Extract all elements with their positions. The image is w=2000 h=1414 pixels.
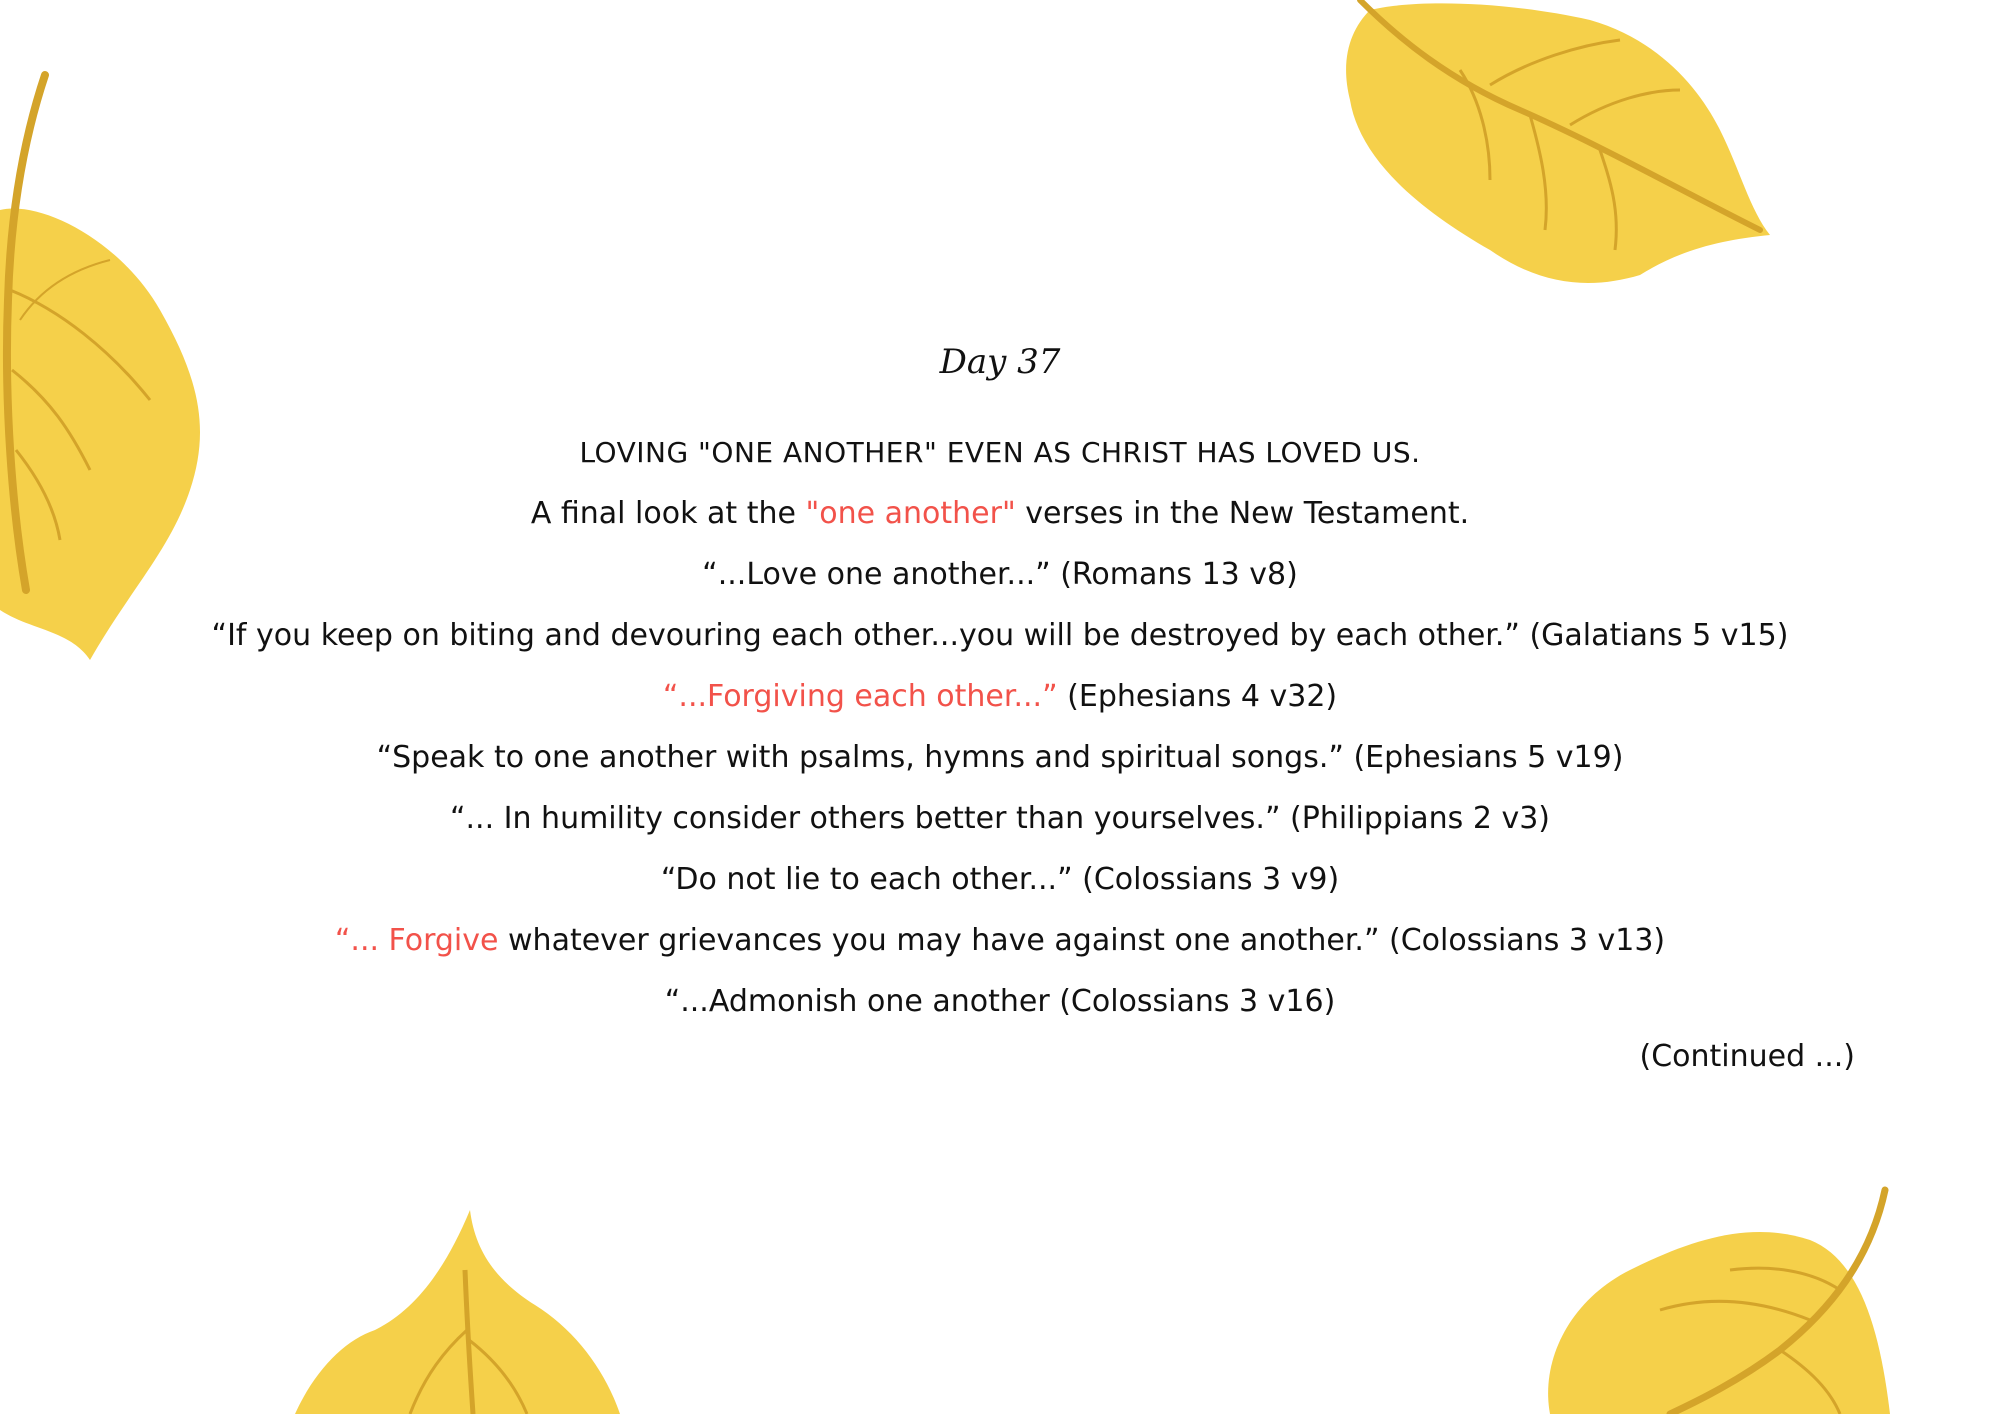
verse-ephesians-5-19: “Speak to one another with psalms, hymns and spiritual songs.” (Ephesians 5 v19) — [376, 740, 1624, 775]
verse-colossians-3-9: “Do not lie to each other...” (Colossians 3 v9) — [660, 862, 1340, 897]
verse-highlight: “...Forgiving each other...” — [662, 679, 1058, 714]
verse-reference: (Ephesians 4 v32) — [1057, 679, 1338, 714]
intro-line — [200, 494, 1800, 534]
verse-colossians-3-13 — [200, 921, 1800, 961]
page-title: Day 37 — [939, 342, 1061, 382]
continued-note: (Continued ...) — [1639, 1039, 1855, 1074]
verse-romans-13-8: “...Love one another...” (Romans 13 v8) — [702, 557, 1298, 592]
intro-text-after: verses in the New Testament. — [1015, 496, 1470, 531]
intro-text-before: A final look at the — [530, 496, 806, 531]
verse-highlight: “... Forgive — [334, 923, 499, 958]
verse-colossians-3-16: “...Admonish one another (Colossians 3 v16) — [664, 984, 1336, 1019]
heading: LOVING "ONE ANOTHER" EVEN AS CHRIST HAS LOVED US. — [579, 436, 1421, 469]
verse-ephesians-4-32 — [200, 677, 1800, 717]
verse-philippians-2-3: “... In humility consider others better than yourselves.” (Philippians 2 v3) — [449, 801, 1551, 836]
intro-highlight: "one another" — [805, 496, 1016, 531]
verse-rest: whatever grievances you may have against one another.” (Colossians 3 v13) — [498, 923, 1666, 958]
verse-galatians-5-15: “If you keep on biting and devouring each other...you will be destroyed by each other.” (Galatians 5 v15) — [211, 618, 1789, 653]
